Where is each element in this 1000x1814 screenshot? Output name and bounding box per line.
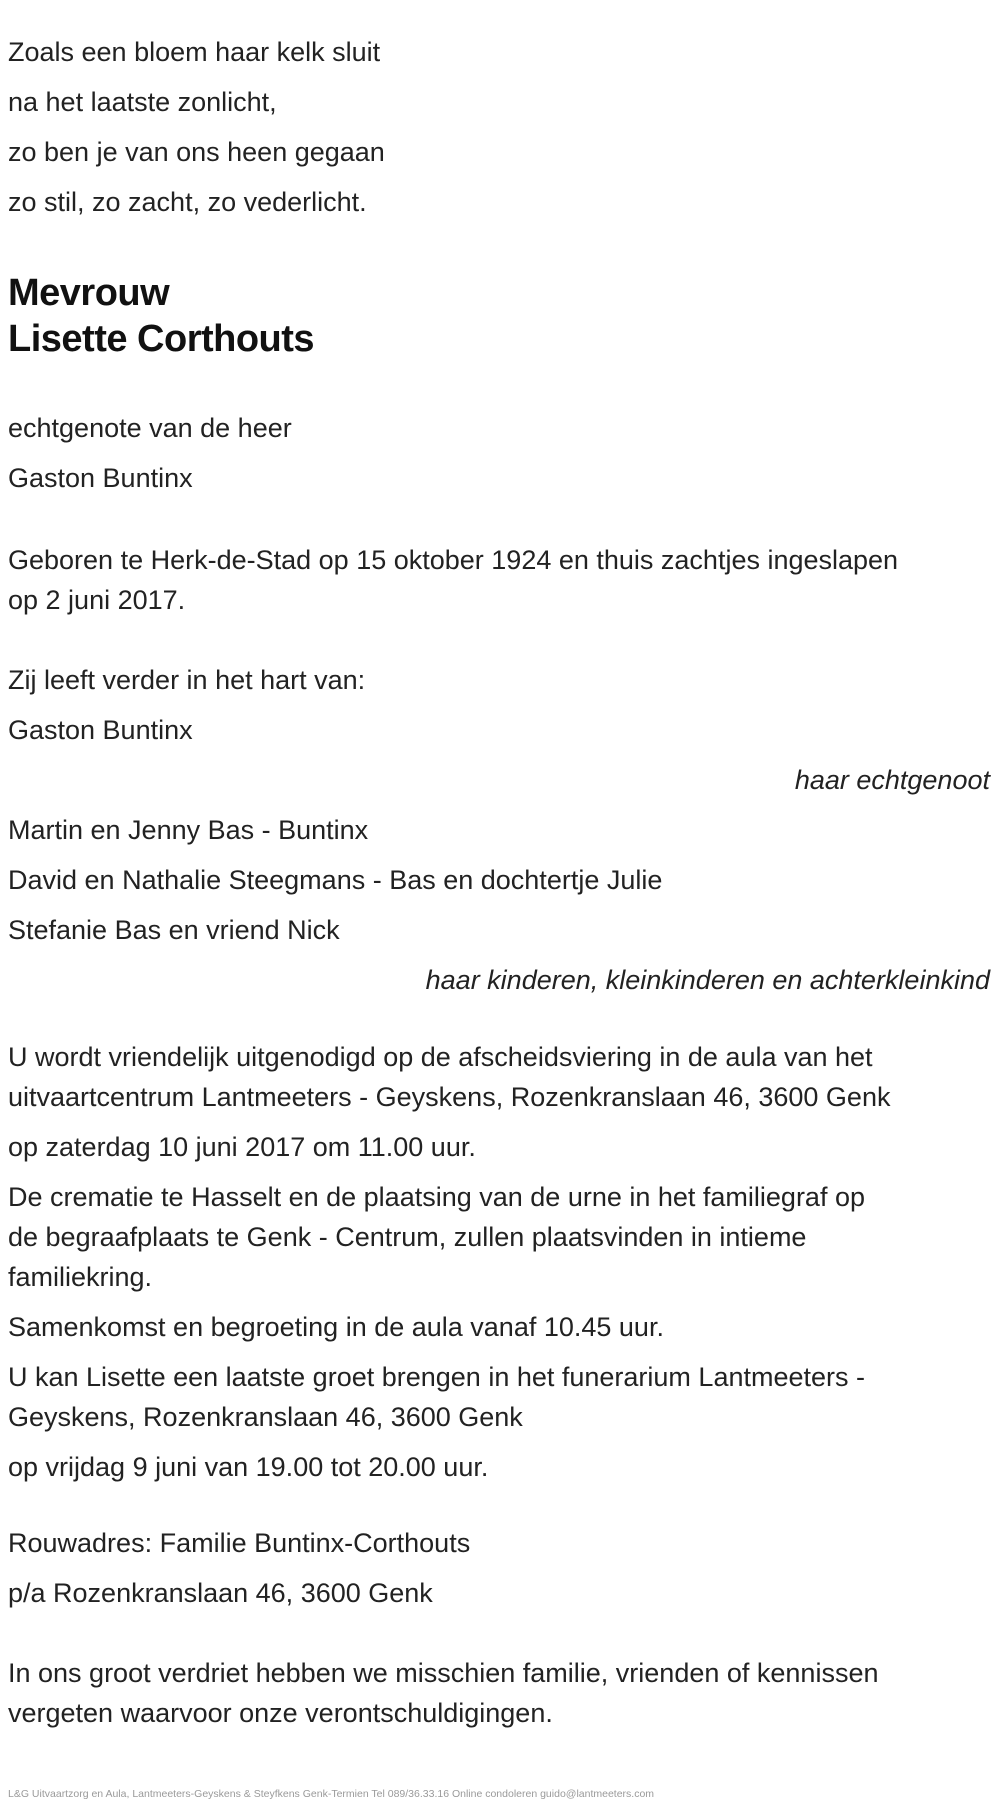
- visitation-line-1: U kan Lisette een laatste groet brengen in het funerarium Lantmeeters -: [8, 1362, 865, 1392]
- birth-death-line-1: Geboren te Herk-de-Stad op 15 oktober 1924 en thuis zachtjes ingeslapen: [8, 545, 899, 575]
- invitation-line-1: U wordt vriendelijk uitgenodigd op de afscheidsviering in de aula van het: [8, 1042, 873, 1072]
- footer-text: L&G Uitvaartzorg en Aula, Lantmeeters-Geyskens & Steyfkens Genk-Termien Tel 089/36.33.16 Online condoleren guido@lantmeeters.com: [8, 1788, 655, 1800]
- visitation-paragraph: [8, 1357, 990, 1437]
- visitation-date: op vrijdag 9 juni van 19.00 tot 20.00 uur.: [8, 1452, 489, 1482]
- invitation-date: op zaterdag 10 juni 2017 om 11.00 uur.: [8, 1132, 476, 1162]
- mourning-address-section: [8, 1523, 990, 1613]
- mourning-address-line-2: p/a Rozenkranslaan 46, 3600 Genk: [8, 1578, 433, 1608]
- survivor-husband: Gaston Buntinx: [8, 715, 193, 745]
- invitation-paragraph: [8, 1037, 990, 1117]
- visitation-line-2: Geyskens, Rozenkranslaan 46, 3600 Genk: [8, 1402, 523, 1432]
- invitation-line-2: uitvaartcentrum Lantmeeters - Geyskens, Rozenkranslaan 46, 3600 Genk: [8, 1082, 891, 1112]
- husband-relation-label: haar echtgenoot: [794, 765, 990, 795]
- birth-death-paragraph: [8, 540, 990, 620]
- poem: [8, 32, 990, 222]
- cremation-paragraph: [8, 1177, 990, 1297]
- cremation-line-2: de begraafplaats te Genk - Centrum, zullen plaatsvinden in intieme: [8, 1222, 807, 1252]
- apology-line-1: In ons groot verdriet hebben we misschien familie, vrienden of kennissen: [8, 1658, 879, 1688]
- children-relation-label: haar kinderen, kleinkinderen en achterkleinkind: [425, 965, 990, 995]
- spouse-intro: [8, 408, 990, 498]
- mourning-address-line-1: Rouwadres: Familie Buntinx-Corthouts: [8, 1528, 471, 1558]
- spouse-name: Gaston Buntinx: [8, 463, 193, 493]
- deceased-title: [8, 270, 990, 362]
- gathering-line: Samenkomst en begroeting in de aula vanaf 10.45 uur.: [8, 1312, 664, 1342]
- survivor-child-3: Stefanie Bas en vriend Nick: [8, 915, 340, 945]
- poem-line-4: zo stil, zo zacht, zo vederlicht.: [8, 187, 367, 217]
- cremation-line-1: De crematie te Hasselt en de plaatsing van de urne in het familiegraf op: [8, 1182, 865, 1212]
- survivor-child-2: David en Nathalie Steegmans - Bas en dochtertje Julie: [8, 865, 663, 895]
- deceased-name: Lisette Corthouts: [8, 318, 315, 360]
- survivor-child-1: Martin en Jenny Bas - Buntinx: [8, 815, 369, 845]
- service-section: [8, 1037, 990, 1487]
- apology-paragraph: [8, 1653, 990, 1733]
- cremation-line-3: familiekring.: [8, 1262, 153, 1292]
- poem-line-3: zo ben je van ons heen gegaan: [8, 137, 385, 167]
- apology-line-2: vergeten waarvoor onze verontschuldigingen.: [8, 1698, 553, 1728]
- poem-line-1: Zoals een bloem haar kelk sluit: [8, 37, 381, 67]
- survivors-intro: Zij leeft verder in het hart van:: [8, 665, 366, 695]
- salutation: Mevrouw: [8, 272, 170, 314]
- poem-line-2: na het laatste zonlicht,: [8, 87, 277, 117]
- spouse-intro-line: echtgenote van de heer: [8, 413, 292, 443]
- survivors-section: [8, 660, 990, 1000]
- birth-death-line-2: op 2 juni 2017.: [8, 585, 186, 615]
